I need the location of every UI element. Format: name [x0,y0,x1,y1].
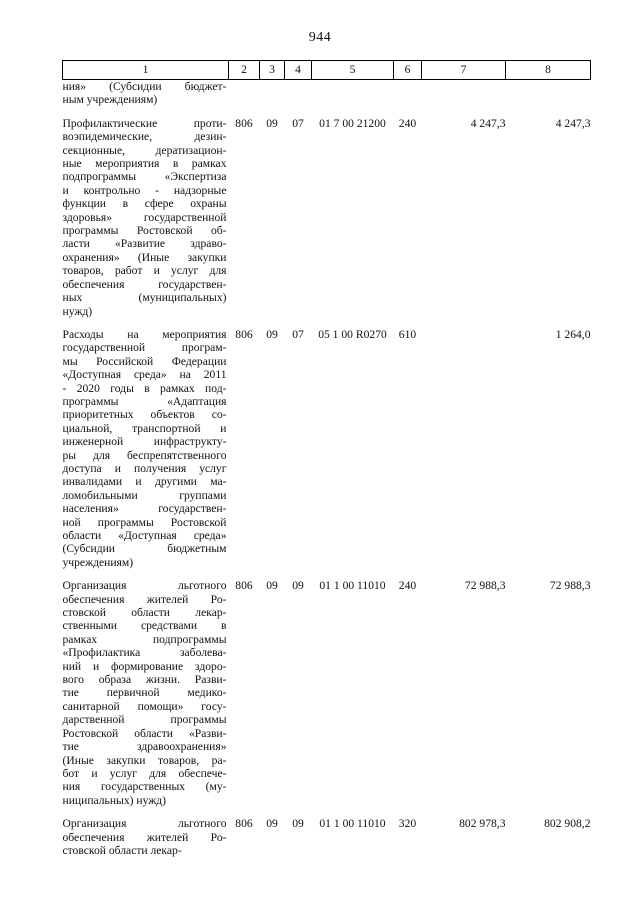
description-line: стовской области лекар- [62,606,227,620]
description-line: охранения» (Иные закупки [62,250,227,264]
description-line: рамках подпрограммы [62,632,227,646]
description-line: доступа и получения услуг [62,461,227,475]
description-line: здоровья» государственной [62,210,227,224]
subsection-code: 09 [292,579,304,593]
description-line: «Доступная среда» на 2011 [62,368,227,382]
ministry-code [229,80,260,107]
description-line: ломобильными группами [62,488,227,502]
row-description [63,817,229,857]
description-line: вого образа жизни. Разви- [62,673,227,687]
description-line: ний и формирование здоро- [62,659,227,673]
description-line: населения» государствен- [62,502,227,516]
target-article-code: 01 1 00 11010 [319,817,386,831]
target-article-code [312,80,394,107]
expense-type-code: 240 [398,579,417,593]
description-line: бот и услуг для обеспече- [62,766,227,780]
row-description [63,328,229,569]
table-body [63,80,591,858]
description-line: ным учреждениям) [62,93,158,107]
description-line: Организация льготного [62,817,227,831]
row-spacer-cell [63,107,591,117]
header-row [63,61,591,80]
expense-type-code: 240 [398,116,417,130]
description-line: учреждениям) [62,555,134,569]
table-row [63,328,591,569]
section-code: 09 [266,116,278,130]
expense-type-code [394,80,422,107]
row-description [63,579,229,807]
description-line: мы Российской Федерации [62,354,227,368]
amount-actual: 1 264,0 [555,327,591,341]
row-description [63,80,229,107]
section-code: 09 [266,817,278,831]
subsection-code [285,80,312,107]
description-line: циальной, транспортной и [62,421,227,435]
description-line: ных (муниципальных) [62,291,227,305]
row-spacer [63,318,591,328]
description-line: тие здравоохранения» [62,740,227,754]
description-line: ные мероприятия в рамках [62,157,227,171]
header-col-4: 4 [285,61,312,80]
ministry-code: 806 [235,327,253,341]
description-line: и контрольно - надзорные [62,183,227,197]
header-col-1: 1 [63,61,229,80]
description-line: секционные, дератизацион- [62,143,227,157]
description-line: Расходы на мероприятия [62,327,227,341]
description-line: Ростовской области «Разви- [62,726,227,740]
ministry-code: 806 [235,116,253,130]
expense-type-code: 320 [398,817,417,831]
target-article-code: 01 1 00 11010 [319,579,386,593]
description-line: обеспечения жителей Ро- [62,830,227,844]
section-code: 09 [266,579,278,593]
page-number: 944 [308,30,332,45]
description-line: инвалидами и другими ма- [62,475,227,489]
subsection-code: 07 [292,327,304,341]
description-line: обеспечения жителей Ро- [62,592,227,606]
description-line: ласти «Развитие здраво- [62,237,227,251]
description-line: ственными средствами в [62,619,227,633]
section-code: 09 [266,327,278,341]
description-line: (Иные закупки товаров, ра- [62,753,227,767]
description-line: дарственной программы [62,713,227,727]
row-spacer [63,807,591,817]
amount-actual [506,80,591,107]
amount-plan [422,328,506,569]
description-line: ния государственных (му- [62,780,227,794]
amount-actual: 4 247,3 [555,116,591,130]
table-row [63,80,591,107]
subsection-code: 07 [292,116,304,130]
header-col-2: 2 [229,61,260,80]
description-line: ния» (Субсидии бюджет- [62,80,227,93]
description-line: (Субсидии бюджетным [62,542,227,556]
description-line: программы Ростовской об- [62,224,227,238]
header-col-5: 5 [312,61,394,80]
description-line: приоритетных объектов со- [62,408,227,422]
table-row [63,579,591,807]
header-col-6: 6 [394,61,422,80]
description-line: функции в сфере охраны [62,197,227,211]
row-spacer-cell [63,318,591,328]
description-line: «Профилактика заболева- [62,646,227,660]
row-spacer [63,107,591,117]
amount-actual: 802 908,2 [544,817,591,831]
amount-actual: 72 988,3 [549,579,591,593]
description-line: подпрограммы «Экспертиза [62,170,227,184]
amount-plan: 802 978,3 [459,817,506,831]
ministry-code: 806 [235,579,253,593]
description-line: инженерной инфраструкту- [62,435,227,449]
description-line: государственной програм- [62,341,227,355]
row-spacer-cell [63,569,591,579]
description-line: нужд) [62,304,93,318]
description-line: ры для беспрепятственного [62,448,227,462]
amount-plan: 4 247,3 [470,116,506,130]
header-col-3: 3 [260,61,285,80]
description-line: тие первичной медико- [62,686,227,700]
description-line: ной программы Ростовской [62,515,227,529]
row-spacer-cell [63,807,591,817]
row-description [63,117,229,318]
description-line: Организация льготного [62,579,227,593]
description-line: области «Доступная среда» [62,529,227,542]
header-col-7: 7 [422,61,506,80]
description-line: воэпидемические, дезин- [62,130,227,144]
amount-plan [422,80,506,107]
target-article-code: 05 1 00 R0270 [318,327,387,341]
budget-table [62,60,591,857]
description-line: санитарной помощи» госу- [62,699,227,713]
amount-plan: 72 988,3 [464,579,506,593]
table-row [63,117,591,318]
expense-type-code: 610 [398,327,417,341]
description-line: товаров, работ и услуг для [62,264,227,278]
description-line: - 2020 годы в рамках под- [62,381,227,395]
section-code [260,80,285,107]
row-spacer [63,569,591,579]
description-line: Профилактические проти- [62,116,227,130]
table-row [63,817,591,857]
description-line: обеспечения государствен- [62,277,227,291]
subsection-code: 09 [292,817,304,831]
ministry-code: 806 [235,817,253,831]
target-article-code: 01 7 00 21200 [319,116,386,130]
description-line: ниципальных) нужд) [62,793,167,807]
description-line: стовской области лекар- [62,843,182,857]
description-line: программы «Адаптация [62,394,227,408]
header-col-8: 8 [506,61,591,80]
